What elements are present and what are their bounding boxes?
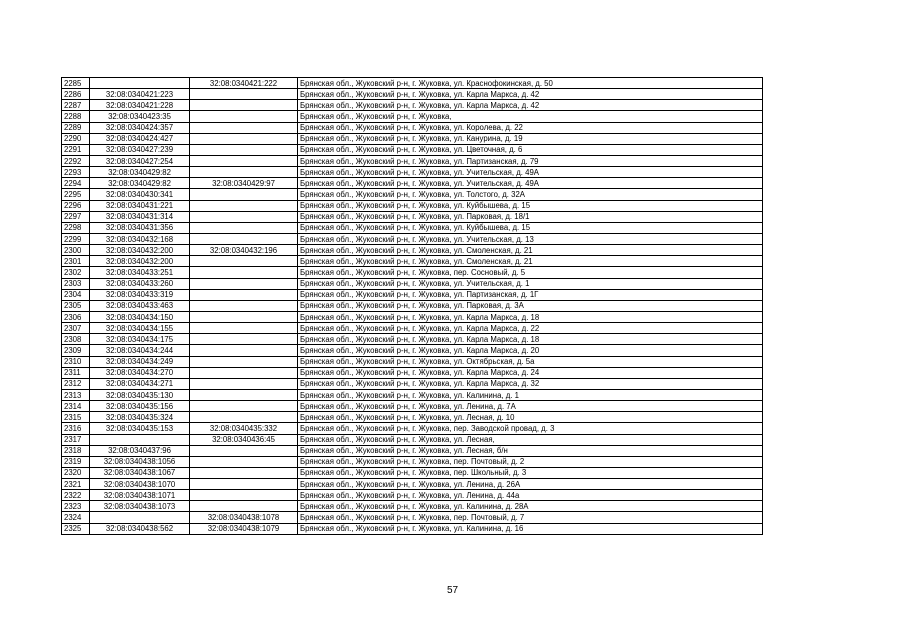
linked-cadastral-number-cell: [190, 401, 298, 412]
table-row: [62, 122, 763, 133]
cadastral-number-cell: [90, 434, 190, 445]
linked-cadastral-number-cell: 32:08:0340436:45: [190, 434, 298, 445]
linked-cadastral-number-cell: [190, 111, 298, 122]
cadastral-number-cell: 32:08:0340433:251: [90, 267, 190, 278]
row-number-cell: 2289: [62, 122, 90, 133]
linked-cadastral-number-cell: [190, 479, 298, 490]
address-cell: Брянская обл., Жуковский р-н, г. Жуковка, ул. Партизанская, д. 79: [298, 155, 763, 166]
address-cell: Брянская обл., Жуковский р-н, г. Жуковка, ул. Лесная, б/н: [298, 445, 763, 456]
table-row: [62, 467, 763, 478]
address-cell: Брянская обл., Жуковский р-н, г. Жуковка, ул. Калинина, д. 16: [298, 523, 763, 534]
row-number-cell: 2319: [62, 456, 90, 467]
cadastral-number-cell: 32:08:0340431:221: [90, 200, 190, 211]
table-row: [62, 133, 763, 144]
cadastral-number-cell: 32:08:0340432:200: [90, 245, 190, 256]
cadastral-number-cell: 32:08:0340438:1056: [90, 456, 190, 467]
linked-cadastral-number-cell: [190, 289, 298, 300]
row-number-cell: 2287: [62, 100, 90, 111]
row-number-cell: 2309: [62, 345, 90, 356]
linked-cadastral-number-cell: [190, 445, 298, 456]
linked-cadastral-number-cell: 32:08:0340421:222: [190, 78, 298, 89]
address-cell: Брянская обл., Жуковский р-н, г. Жуковка, ул. Лесная, д. 10: [298, 412, 763, 423]
address-cell: Брянская обл., Жуковский р-н, г. Жуковка, ул. Учительская, д. 49А: [298, 167, 763, 178]
cadastral-number-cell: 32:08:0340421:223: [90, 89, 190, 100]
linked-cadastral-number-cell: [190, 278, 298, 289]
address-cell: Брянская обл., Жуковский р-н, г. Жуковка, ул. Ленина, д. 26А: [298, 479, 763, 490]
cadastral-number-cell: 32:08:0340423:35: [90, 111, 190, 122]
linked-cadastral-number-cell: [190, 155, 298, 166]
cadastral-number-cell: 32:08:0340437:96: [90, 445, 190, 456]
row-number-cell: 2323: [62, 501, 90, 512]
linked-cadastral-number-cell: [190, 200, 298, 211]
address-cell: Брянская обл., Жуковский р-н, г. Жуковка, ул. Калинина, д. 28А: [298, 501, 763, 512]
address-cell: Брянская обл., Жуковский р-н, г. Жуковка, ул. Смоленская, д. 21: [298, 256, 763, 267]
address-cell: Брянская обл., Жуковский р-н, г. Жуковка, ул. Карла Маркса, д. 22: [298, 323, 763, 334]
address-cell: Брянская обл., Жуковский р-н, г. Жуковка, ул. Учительская, д. 49А: [298, 178, 763, 189]
row-number-cell: 2295: [62, 189, 90, 200]
linked-cadastral-number-cell: [190, 334, 298, 345]
table-row: [62, 434, 763, 445]
address-cell: Брянская обл., Жуковский р-н, г. Жуковка, ул. Карла Маркса, д. 18: [298, 311, 763, 322]
row-number-cell: 2297: [62, 211, 90, 222]
address-cell: Брянская обл., Жуковский р-н, г. Жуковка, ул. Парковая, д. 3А: [298, 300, 763, 311]
table-row: [62, 233, 763, 244]
linked-cadastral-number-cell: 32:08:0340432:196: [190, 245, 298, 256]
address-cell: Брянская обл., Жуковский р-н, г. Жуковка, ул. Смоленская, д. 21: [298, 245, 763, 256]
address-cell: Брянская обл., Жуковский р-н, г. Жуковка, ул. Лесная,: [298, 434, 763, 445]
table-row: [62, 200, 763, 211]
address-cell: Брянская обл., Жуковский р-н, г. Жуковка, ул. Куйбышева, д. 15: [298, 200, 763, 211]
cadastral-number-cell: [90, 78, 190, 89]
row-number-cell: 2300: [62, 245, 90, 256]
linked-cadastral-number-cell: 32:08:0340429:97: [190, 178, 298, 189]
cadastral-number-cell: 32:08:0340434:155: [90, 323, 190, 334]
row-number-cell: 2296: [62, 200, 90, 211]
address-cell: Брянская обл., Жуковский р-н, г. Жуковка, ул. Партизанская, д. 1Г: [298, 289, 763, 300]
row-number-cell: 2313: [62, 389, 90, 400]
linked-cadastral-number-cell: [190, 189, 298, 200]
cadastral-number-cell: 32:08:0340438:1067: [90, 467, 190, 478]
linked-cadastral-number-cell: [190, 133, 298, 144]
row-number-cell: 2306: [62, 311, 90, 322]
linked-cadastral-number-cell: [190, 389, 298, 400]
address-cell: Брянская обл., Жуковский р-н, г. Жуковка, ул. Октябрьская, д. 5а: [298, 356, 763, 367]
row-number-cell: 2310: [62, 356, 90, 367]
cadastral-number-cell: 32:08:0340432:168: [90, 233, 190, 244]
cadastral-number-cell: 32:08:0340435:324: [90, 412, 190, 423]
linked-cadastral-number-cell: [190, 323, 298, 334]
row-number-cell: 2304: [62, 289, 90, 300]
linked-cadastral-number-cell: [190, 356, 298, 367]
row-number-cell: 2294: [62, 178, 90, 189]
linked-cadastral-number-cell: [190, 300, 298, 311]
cadastral-number-cell: 32:08:0340431:314: [90, 211, 190, 222]
linked-cadastral-number-cell: [190, 501, 298, 512]
cadastral-number-cell: 32:08:0340433:463: [90, 300, 190, 311]
linked-cadastral-number-cell: [190, 378, 298, 389]
table-row: [62, 490, 763, 501]
address-cell: Брянская обл., Жуковский р-н, г. Жуковка, ул. Карла Маркса, д. 18: [298, 334, 763, 345]
cadastral-number-cell: 32:08:0340421:228: [90, 100, 190, 111]
row-number-cell: 2320: [62, 467, 90, 478]
cadastral-number-cell: 32:08:0340434:244: [90, 345, 190, 356]
address-cell: Брянская обл., Жуковский р-н, г. Жуковка, ул. Карла Маркса, д. 24: [298, 367, 763, 378]
table-row: [62, 356, 763, 367]
address-cell: Брянская обл., Жуковский р-н, г. Жуковка, ул. Учительская, д. 1: [298, 278, 763, 289]
table-row: [62, 423, 763, 434]
row-number-cell: 2290: [62, 133, 90, 144]
row-number-cell: 2303: [62, 278, 90, 289]
row-number-cell: 2302: [62, 267, 90, 278]
table-row: [62, 222, 763, 233]
cadastral-number-cell: 32:08:0340438:562: [90, 523, 190, 534]
linked-cadastral-number-cell: [190, 456, 298, 467]
cadastral-number-cell: [90, 512, 190, 523]
cadastral-number-cell: 32:08:0340434:270: [90, 367, 190, 378]
cadastral-number-cell: 32:08:0340434:175: [90, 334, 190, 345]
row-number-cell: 2311: [62, 367, 90, 378]
address-cell: Брянская обл., Жуковский р-н, г. Жуковка, ул. Толстого, д. 32А: [298, 189, 763, 200]
linked-cadastral-number-cell: [190, 144, 298, 155]
address-cell: Брянская обл., Жуковский р-н, г. Жуковка, ул. Калинина, д. 1: [298, 389, 763, 400]
address-cell: Брянская обл., Жуковский р-н, г. Жуковка, пер. Почтовый, д. 7: [298, 512, 763, 523]
address-cell: Брянская обл., Жуковский р-н, г. Жуковка, ул. Карла Маркса, д. 20: [298, 345, 763, 356]
row-number-cell: 2299: [62, 233, 90, 244]
linked-cadastral-number-cell: 32:08:0340438:1079: [190, 523, 298, 534]
address-cell: Брянская обл., Жуковский р-н, г. Жуковка, ул. Канурина, д. 19: [298, 133, 763, 144]
table-row: [62, 334, 763, 345]
cadastral-number-cell: 32:08:0340435:156: [90, 401, 190, 412]
table-row: [62, 512, 763, 523]
table-row: [62, 323, 763, 334]
table-row: [62, 155, 763, 166]
table-row: [62, 445, 763, 456]
table-row: [62, 412, 763, 423]
linked-cadastral-number-cell: [190, 233, 298, 244]
table-row: [62, 401, 763, 412]
row-number-cell: 2291: [62, 144, 90, 155]
page-number: 57: [446, 585, 459, 596]
table-row: [62, 111, 763, 122]
row-number-cell: 2316: [62, 423, 90, 434]
cadastral-number-cell: 32:08:0340435:130: [90, 389, 190, 400]
table-row: [62, 300, 763, 311]
linked-cadastral-number-cell: 32:08:0340438:1078: [190, 512, 298, 523]
linked-cadastral-number-cell: [190, 311, 298, 322]
linked-cadastral-number-cell: [190, 467, 298, 478]
linked-cadastral-number-cell: [190, 367, 298, 378]
row-number-cell: 2321: [62, 479, 90, 490]
cadastral-number-cell: 32:08:0340424:357: [90, 122, 190, 133]
linked-cadastral-number-cell: [190, 167, 298, 178]
row-number-cell: 2301: [62, 256, 90, 267]
table-row: [62, 479, 763, 490]
address-cell: Брянская обл., Жуковский р-н, г. Жуковка, ул. Карла Маркса, д. 42: [298, 100, 763, 111]
cadastral-table: [61, 77, 763, 535]
cadastral-number-cell: 32:08:0340434:150: [90, 311, 190, 322]
address-cell: Брянская обл., Жуковский р-н, г. Жуковка, ул. Карла Маркса, д. 32: [298, 378, 763, 389]
table-row: [62, 100, 763, 111]
address-cell: Брянская обл., Жуковский р-н, г. Жуковка, ул. Ленина, д. 44а: [298, 490, 763, 501]
cadastral-number-cell: 32:08:0340427:239: [90, 144, 190, 155]
row-number-cell: 2286: [62, 89, 90, 100]
linked-cadastral-number-cell: [190, 267, 298, 278]
table-row: [62, 501, 763, 512]
row-number-cell: 2292: [62, 155, 90, 166]
cadastral-number-cell: 32:08:0340427:254: [90, 155, 190, 166]
table-row: [62, 211, 763, 222]
row-number-cell: 2305: [62, 300, 90, 311]
linked-cadastral-number-cell: [190, 256, 298, 267]
row-number-cell: 2308: [62, 334, 90, 345]
table-row: [62, 289, 763, 300]
row-number-cell: 2298: [62, 222, 90, 233]
cadastral-number-cell: 32:08:0340438:1070: [90, 479, 190, 490]
cadastral-number-cell: 32:08:0340430:341: [90, 189, 190, 200]
linked-cadastral-number-cell: [190, 490, 298, 501]
row-number-cell: 2293: [62, 167, 90, 178]
row-number-cell: 2317: [62, 434, 90, 445]
table-row: [62, 523, 763, 534]
table-row: [62, 389, 763, 400]
address-cell: Брянская обл., Жуковский р-н, г. Жуковка, ул. Ленина, д. 7А: [298, 401, 763, 412]
linked-cadastral-number-cell: [190, 89, 298, 100]
row-number-cell: 2285: [62, 78, 90, 89]
address-cell: Брянская обл., Жуковский р-н, г. Жуковка, пер. Школьный, д. 3: [298, 467, 763, 478]
row-number-cell: 2288: [62, 111, 90, 122]
linked-cadastral-number-cell: [190, 122, 298, 133]
table-row: [62, 456, 763, 467]
cadastral-number-cell: 32:08:0340429:82: [90, 178, 190, 189]
address-cell: Брянская обл., Жуковский р-н, г. Жуковка, ул. Карла Маркса, д. 42: [298, 89, 763, 100]
cadastral-number-cell: 32:08:0340434:249: [90, 356, 190, 367]
table-row: [62, 78, 763, 89]
table-row: [62, 144, 763, 155]
cadastral-number-cell: 32:08:0340435:153: [90, 423, 190, 434]
table-row: [62, 311, 763, 322]
address-cell: Брянская обл., Жуковский р-н, г. Жуковка, ул. Парковая, д. 18/1: [298, 211, 763, 222]
cadastral-number-cell: 32:08:0340438:1073: [90, 501, 190, 512]
cadastral-number-cell: 32:08:0340424:427: [90, 133, 190, 144]
table-row: [62, 189, 763, 200]
table-body: [62, 78, 763, 535]
row-number-cell: 2314: [62, 401, 90, 412]
linked-cadastral-number-cell: [190, 211, 298, 222]
table-row: [62, 178, 763, 189]
cadastral-number-cell: 32:08:0340433:319: [90, 289, 190, 300]
address-cell: Брянская обл., Жуковский р-н, г. Жуковка, ул. Королева, д. 22: [298, 122, 763, 133]
table-row: [62, 89, 763, 100]
address-cell: Брянская обл., Жуковский р-н, г. Жуковка,: [298, 111, 763, 122]
address-cell: Брянская обл., Жуковский р-н, г. Жуковка, ул. Цветочная, д. 6: [298, 144, 763, 155]
cadastral-number-cell: 32:08:0340429:82: [90, 167, 190, 178]
address-cell: Брянская обл., Жуковский р-н, г. Жуковка, ул. Краснофокинская, д. 50: [298, 78, 763, 89]
table-row: [62, 167, 763, 178]
address-cell: Брянская обл., Жуковский р-н, г. Жуковка, ул. Учительская, д. 13: [298, 233, 763, 244]
linked-cadastral-number-cell: 32:08:0340435:332: [190, 423, 298, 434]
cadastral-number-cell: 32:08:0340433:260: [90, 278, 190, 289]
cadastral-number-cell: 32:08:0340432:200: [90, 256, 190, 267]
row-number-cell: 2318: [62, 445, 90, 456]
table-row: [62, 256, 763, 267]
table-row: [62, 367, 763, 378]
row-number-cell: 2324: [62, 512, 90, 523]
table-row: [62, 278, 763, 289]
linked-cadastral-number-cell: [190, 100, 298, 111]
address-cell: Брянская обл., Жуковский р-н, г. Жуковка, пер. Почтовый, д. 2: [298, 456, 763, 467]
table-row: [62, 245, 763, 256]
linked-cadastral-number-cell: [190, 345, 298, 356]
row-number-cell: 2312: [62, 378, 90, 389]
linked-cadastral-number-cell: [190, 412, 298, 423]
table-row: [62, 267, 763, 278]
cadastral-number-cell: 32:08:0340438:1071: [90, 490, 190, 501]
row-number-cell: 2322: [62, 490, 90, 501]
table-row: [62, 378, 763, 389]
address-cell: Брянская обл., Жуковский р-н, г. Жуковка, пер. Заводской провад, д. 3: [298, 423, 763, 434]
cadastral-number-cell: 32:08:0340431:356: [90, 222, 190, 233]
address-cell: Брянская обл., Жуковский р-н, г. Жуковка, пер. Сосновый, д. 5: [298, 267, 763, 278]
row-number-cell: 2325: [62, 523, 90, 534]
cadastral-number-cell: 32:08:0340434:271: [90, 378, 190, 389]
row-number-cell: 2315: [62, 412, 90, 423]
table-row: [62, 345, 763, 356]
linked-cadastral-number-cell: [190, 222, 298, 233]
row-number-cell: 2307: [62, 323, 90, 334]
address-cell: Брянская обл., Жуковский р-н, г. Жуковка, ул. Куйбышева, д. 15: [298, 222, 763, 233]
